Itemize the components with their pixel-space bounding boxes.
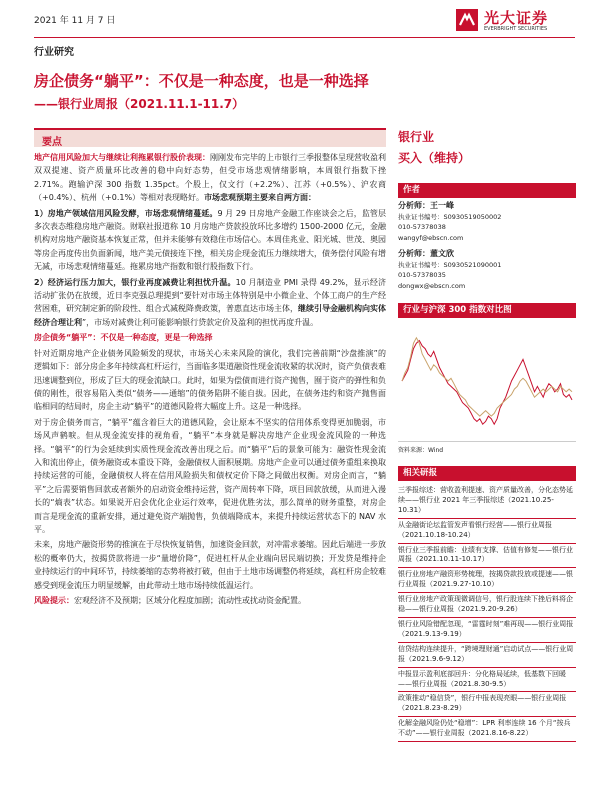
related-reports-header: 相关研报 [398,466,576,481]
chart-title: 行业与沪深 300 指数对比图 [398,303,576,318]
chart-series-line-1 [402,338,572,416]
analyst-phone: 010-57378035 [398,271,446,279]
analyst-email[interactable]: dongwx@ebscn.com [398,281,466,290]
report-title: 房企债务“躺平”：不仅是一种态度，也是一种选择 [34,72,369,90]
paragraph-text: 9 月 29 日房地产金融工作座谈会之后，监管层多次表态维稳房地产融资。财联社报道称 10 月房地产贷款投放环比多增约 1500-2000 亿元，金融机构对房地产融资基本恢复正常，但并未能够有效稳住市场信心。本周佳兆业、阳光城、世茂、奥园等房企再度传出负面新闻，地产美元债接连下挫，相关房企现金流压力继续增大，债务偿付风险有增无减，市场悲观情绪蔓延。拖累房地产指数和银行股指数下行。 [34,208,386,272]
paragraph-tail: 市场悲观预期主要来自两方面： [204,193,317,203]
body-paragraph-6: 未来，房地产融资形势的推演在于尽快恢复销售，加速资金回款，对冲需求萎缩。因此后端进一步放松的概率仍大，按揭贷款将进一步“量增价降”，促进杠杆从企业端向居民端切换；开发贷是维持企业持续运行的中间环节，持续萎缩的态势将被打破，但由于土地市场调整仍将延续，高杠杆房企较难感受到现金流压力明显缓解，由此带动土地市场持续低温运行。 [34,540,386,590]
summary-paragraph-1 [34,151,386,205]
related-report-link[interactable]: 中报显示盈利底部回升：分化格局延续，低基数下回暖——银行业周报（2021.8.30-9.5） [398,668,576,693]
related-report-link[interactable]: 化解金融风险仍处“稳增”：LPR 利率连续 16 个月“按兵不动”——银行业周报（2021.8.16-8.22） [398,717,576,742]
logo-english-text: EVERBRIGHT SECURITIES [484,26,548,32]
logo-chinese-text: 光大证券 [484,9,549,27]
risk-label: 风险提示： [34,596,74,605]
brand-logo [455,6,575,36]
authors-header: 作者 [398,183,576,198]
related-report-link[interactable]: 从金融街论坛监管发声看银行经营——银行业周报（2021.10.18-10.24） [398,519,576,544]
related-report-link[interactable]: 政策推动“稳信贷”，银行中报表现亮眼——银行业周报（2021.8.23-8.29） [398,692,576,717]
risk-text: 宏观经济不及预期；区域分化程度加剧；流动性或扰动资金配置。 [74,596,306,605]
index-comparison-chart [398,321,576,442]
related-report-link[interactable]: 银行业三季报前瞻：业绩有支撑、估值有修复——银行业周报（2021.10.11-10.17） [398,544,576,569]
chart-source: 资料来源：Wind [398,447,444,454]
summary-header [34,128,386,147]
analyst-name: 分析师：董文欣 [398,249,454,258]
analyst-name: 分析师：王一峰 [398,201,454,210]
analyst-email[interactable]: wangyf@ebscn.com [398,233,464,242]
everbright-logo-icon [455,8,479,32]
related-report-link[interactable]: 信贷结构连续提升，“跨境理财通”启动试点——银行业周报（2021.9.6-9.12） [398,643,576,668]
summary-paragraph-2 [34,207,386,274]
paragraph-lead: 1）房地产领域信用风险发酵，市场悲观情绪蔓延。 [34,208,218,218]
summary-label: 要点 [42,137,62,148]
body-paragraph-4: 针对近期房地产企业债务风险频发的现状，市场关心未来风险的演化，我们完善前期“沙盘推演”的逻辑如下：部分房企多年持续高杠杆运行，当面临多渠道融资性现金流收紧的状况时，资产负债表难迅速调整到位，形成了巨大的现金流缺口。此时，如果为偿债而进行资产抛售，囿于资产的弹性和负债的刚性，很容易陷入类似“债务——通缩”的债务陷阱不能自拔。因此，在债务违约和资产抛售面临相同的结局时，房企主动“躺平”的道德风险将大幅度上升。这是一种选择。 [34,348,386,412]
related-report-link[interactable]: 银行业房地产政策现微调信号，银行股连续下挫后料将企稳——银行业周报（2021.9.20-9.26） [398,593,576,618]
paragraph-lead: 地产信用风险加大与继续让利拖累银行股价表现： [34,153,210,162]
paragraph-tail: ”，市场对减费让利可能影响银行贷款定价及盈利的担忧再度升温。 [82,317,319,327]
summary-paragraph-3 [34,276,386,330]
paragraph-bold: 继续引导金融机构向实体经济合理让利 [34,304,386,327]
investment-rating: 买入（维持） [398,151,471,165]
summary-section [34,128,386,800]
section-heading: 房企债务“躺平”：不仅是一种态度，更是一种选择 [34,333,213,343]
analyst-cert: 执业证书编号：S0930519050002 [398,212,502,221]
paragraph-text: 刚刚发布完毕的上市银行三季报整体呈现营收盈利双双提速、资产质量环比改善的稳中向好态势，但受市场悲观情绪影响，本周银行指数下挫 2.71%。跑输沪深 300 指数 1.35pct。个股上，仅文行（+2.2%）、江苏（+0.5%）、沪农商（+0.4%）、杭州（+0.1%）等相对表现略好。 [34,153,386,203]
risk-warning [34,594,386,607]
related-reports-list [398,484,576,742]
industry-name: 银行业 [398,130,435,144]
sidebar [398,128,576,742]
report-subtitle: ——银行业周报（2021.11.1-11.7） [34,97,245,111]
paragraph-lead: 2）经济运行压力加大，银行业再度减费让利担忧升温。 [34,277,236,287]
analyst-phone: 010-57378038 [398,223,446,231]
report-category: 行业研究 [34,47,74,58]
header-divider [34,37,575,38]
analyst-cert: 执业证书编号：S0930521090001 [398,260,502,269]
chart-canvas [398,321,576,441]
related-report-link[interactable]: 三季报综述：营收盈利提速、资产质量改善，分化态势延续——银行业 2021 年三季报综述（2021.10.25-10.31） [398,484,576,519]
body-paragraph-5: 对于房企债务而言，“躺平”蕴含着巨大的道德风险，会让原本不坚实的信用体系变得更加脆弱，市场风声鹤唳。但从现金流安排的视角看，“躺平”本身就是解决房地产企业现金流风险的一种选择。“躺平”的行为会延续到实质性现金流改善出现之后。而“躺平”后的景象可能为：融资性现金流入和流出停止，债务融资或本重设下降，金融债权人面积展期。房地产企业可以通过债务重组来换取持续运营的可能，金融债权人将在信用风险损失和债权定价下降之间做出权衡。对房企而言，“躺平”之后需要销售回款或者额外的启动资金维持运营，资产周转率下降，项目回款放缓，从而进入漫长的“熵表”状态。如果说开启会优化企业运行效率，促进优胜劣汰，那么简单的财务重整，对房企而言是现金流的重新安排，通过避免资产端抛售，负债端降成本，来提升持续运营状态下的 NAV 水平。 [34,417,386,534]
analyst-block [398,249,576,291]
related-report-link[interactable]: 银行业房地产融资形势梳理，按揭贷款投放或提速——银行业周报（2021.9.27-10.10） [398,568,576,593]
related-report-link[interactable]: 银行业风险错配忽现，“雷霆时刻”难再现——银行业周报（2021.9.13-9.19） [398,618,576,643]
report-date: 2021 年 11 月 7 日 [34,16,116,26]
paragraph-text: 10 月制造业 PMI 录得 49.2%，显示经济活动扩张仍在放缓，近日李克强总理提到“要针对市场主体特别是中小微企业、个体工商户的生产经营困难，研究制定新的阶段性、组合式减税降费政策，普惠直达市场主体， [34,277,386,314]
analyst-block [398,201,576,243]
